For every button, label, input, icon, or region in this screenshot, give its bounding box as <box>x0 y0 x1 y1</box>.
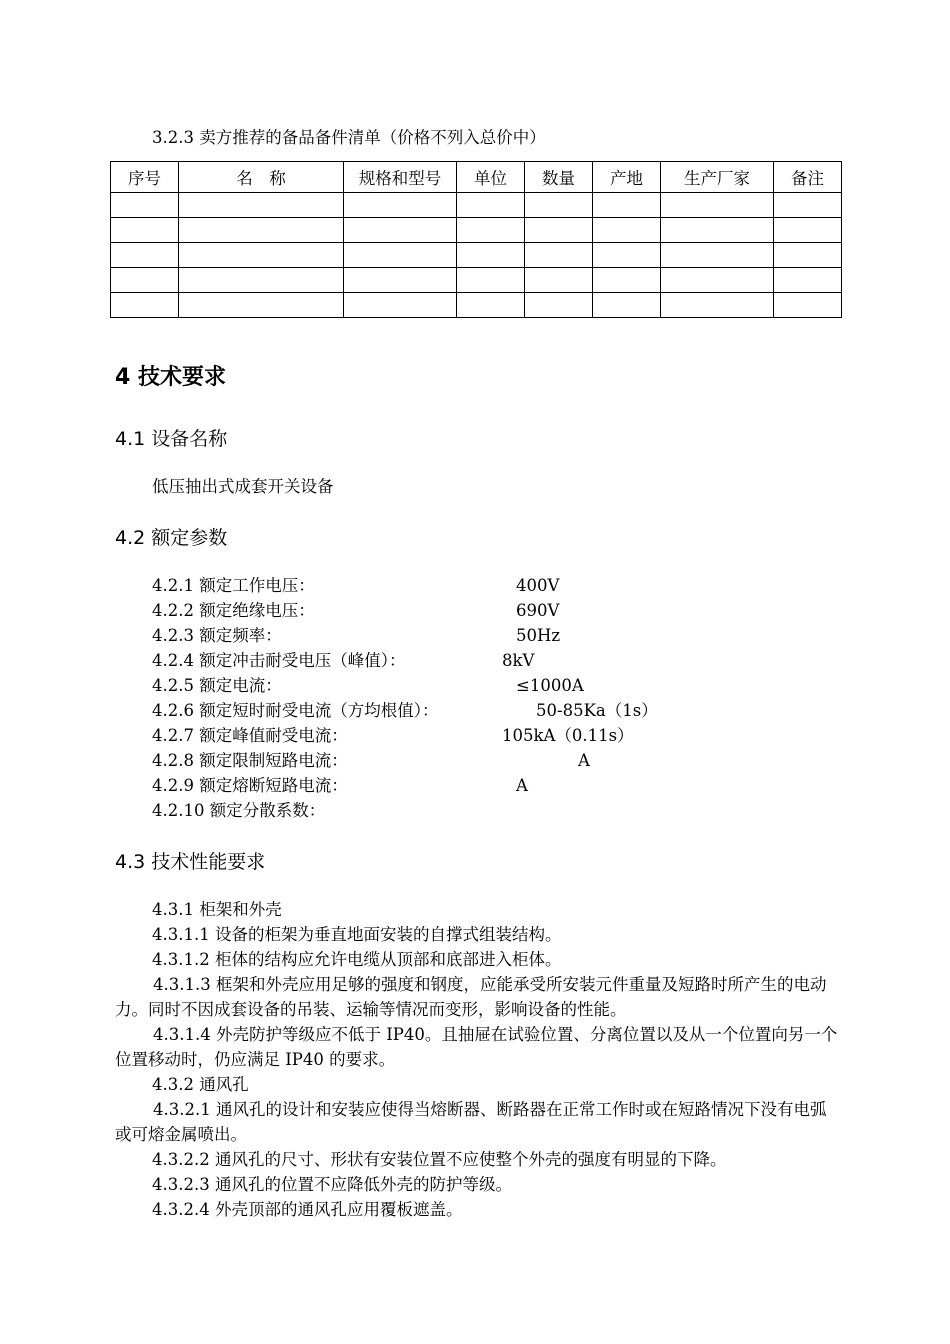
heading-4-3: 4.3 技术性能要求 <box>115 851 266 873</box>
col-header-quantity: 数量 <box>525 162 593 193</box>
table-cell <box>111 193 179 218</box>
table-cell <box>179 243 344 268</box>
table-cell <box>661 243 774 268</box>
table-cell <box>593 243 661 268</box>
param-value: A <box>516 776 528 795</box>
table-cell <box>661 268 774 293</box>
table-cell <box>179 193 344 218</box>
clause-4-3-2-1: 4.3.2.1 通风孔的设计和安装应使得当熔断器、断路器在正常工作时或在短路情况下没有电弧或可熔金属喷出。 <box>115 1100 827 1144</box>
table-cell <box>525 268 593 293</box>
clause-4-3-2-2: 4.3.2.2 通风孔的尺寸、形状有安装位置不应使整个外壳的强度有明显的下降。 <box>152 1150 727 1169</box>
param-value: 50Hz <box>516 626 561 645</box>
param-value: 690V <box>516 601 560 620</box>
col-header-name: 名 称 <box>179 162 344 193</box>
param-label: 4.2.6 额定短时耐受电流（方均根值）： <box>152 701 439 720</box>
clause-4-3-1-1: 4.3.1.1 设备的柜架为垂直地面安装的自撑式组装结构。 <box>152 925 562 944</box>
param-label: 4.2.8 额定限制短路电流： <box>152 751 348 770</box>
table-cell <box>179 293 344 318</box>
table-cell <box>661 293 774 318</box>
heading-4-2: 4.2 额定参数 <box>115 527 228 549</box>
table-cell <box>593 218 661 243</box>
table-cell <box>457 268 525 293</box>
table-cell <box>457 193 525 218</box>
param-label: 4.2.4 额定冲击耐受电压（峰值）： <box>152 651 406 670</box>
clause-4-3-2-3: 4.3.2.3 通风孔的位置不应降低外壳的防护等级。 <box>152 1175 512 1194</box>
table-cell <box>457 293 525 318</box>
table-cell <box>774 218 842 243</box>
col-header-remarks: 备注 <box>774 162 842 193</box>
param-value: A <box>578 751 590 770</box>
table-cell <box>593 193 661 218</box>
clause-4-3-1-2: 4.3.1.2 柜体的结构应允许电缆从顶部和底部进入柜体。 <box>152 950 562 969</box>
col-header-spec: 规格和型号 <box>344 162 457 193</box>
table-cell <box>525 293 593 318</box>
param-label: 4.2.3 额定频率： <box>152 626 282 645</box>
table-cell <box>179 218 344 243</box>
table-row <box>111 243 842 268</box>
subsection-4-3-1: 4.3.1 柜架和外壳 <box>152 900 282 919</box>
table-cell <box>525 193 593 218</box>
table-cell <box>111 243 179 268</box>
param-label: 4.2.9 额定熔断短路电流： <box>152 776 348 795</box>
table-cell <box>774 268 842 293</box>
heading-4: 4 技术要求 <box>115 365 226 390</box>
table-cell <box>661 193 774 218</box>
table-row <box>111 218 842 243</box>
table-cell <box>774 243 842 268</box>
table-cell <box>661 218 774 243</box>
table-cell <box>344 193 457 218</box>
table-cell <box>525 243 593 268</box>
col-header-seq: 序号 <box>111 162 179 193</box>
clause-4-3-1-4: 4.3.1.4 外壳防护等级应不低于 IP40。且抽屉在试验位置、分离位置以及从一个位置向另一个位置移动时，仍应满足 IP40 的要求。 <box>115 1025 838 1069</box>
spare-parts-table <box>110 161 842 318</box>
table-cell <box>111 293 179 318</box>
table-cell <box>111 268 179 293</box>
col-header-origin: 产地 <box>593 162 661 193</box>
param-label: 4.2.10 额定分散系数： <box>152 801 326 820</box>
col-header-manufacturer: 生产厂家 <box>661 162 774 193</box>
clause-4-3-1-3: 4.3.1.3 框架和外壳应用足够的强度和钢度，应能承受所安装元件重量及短路时所产生的电动力。同时不因成套设备的吊装、运输等情况而变形，影响设备的性能。 <box>115 975 827 1019</box>
table-row <box>111 268 842 293</box>
table-cell <box>593 293 661 318</box>
table-cell <box>774 293 842 318</box>
table-cell <box>344 243 457 268</box>
param-label: 4.2.1 额定工作电压： <box>152 576 315 595</box>
table-cell <box>525 218 593 243</box>
table-cell <box>344 268 457 293</box>
table-cell <box>774 193 842 218</box>
device-name: 低压抽出式成套开关设备 <box>152 477 334 496</box>
subsection-4-3-2: 4.3.2 通风孔 <box>152 1075 249 1094</box>
param-label: 4.2.5 额定电流： <box>152 676 282 695</box>
param-label: 4.2.2 额定绝缘电压： <box>152 601 315 620</box>
table-row <box>111 293 842 318</box>
col-header-unit: 单位 <box>457 162 525 193</box>
table-row <box>111 193 842 218</box>
table-cell <box>457 218 525 243</box>
param-value: 400V <box>516 576 560 595</box>
param-value: 105kA（0.11s） <box>502 726 634 745</box>
table-cell <box>344 218 457 243</box>
param-value: ≤1000A <box>516 676 584 695</box>
table-cell <box>179 268 344 293</box>
table-cell <box>593 268 661 293</box>
param-label: 4.2.7 额定峰值耐受电流： <box>152 726 348 745</box>
param-value: 8kV <box>502 651 535 670</box>
param-value: 50-85Ka（1s） <box>536 701 658 720</box>
table-cell <box>344 293 457 318</box>
table-cell <box>457 243 525 268</box>
table-cell <box>111 218 179 243</box>
clause-4-3-2-4: 4.3.2.4 外壳顶部的通风孔应用覆板遮盖。 <box>152 1200 463 1219</box>
table-header-row <box>111 162 842 193</box>
section-3-2-3-title: 3.2.3 卖方推荐的备品备件清单（价格不列入总价中） <box>152 128 546 147</box>
heading-4-1: 4.1 设备名称 <box>115 428 228 450</box>
